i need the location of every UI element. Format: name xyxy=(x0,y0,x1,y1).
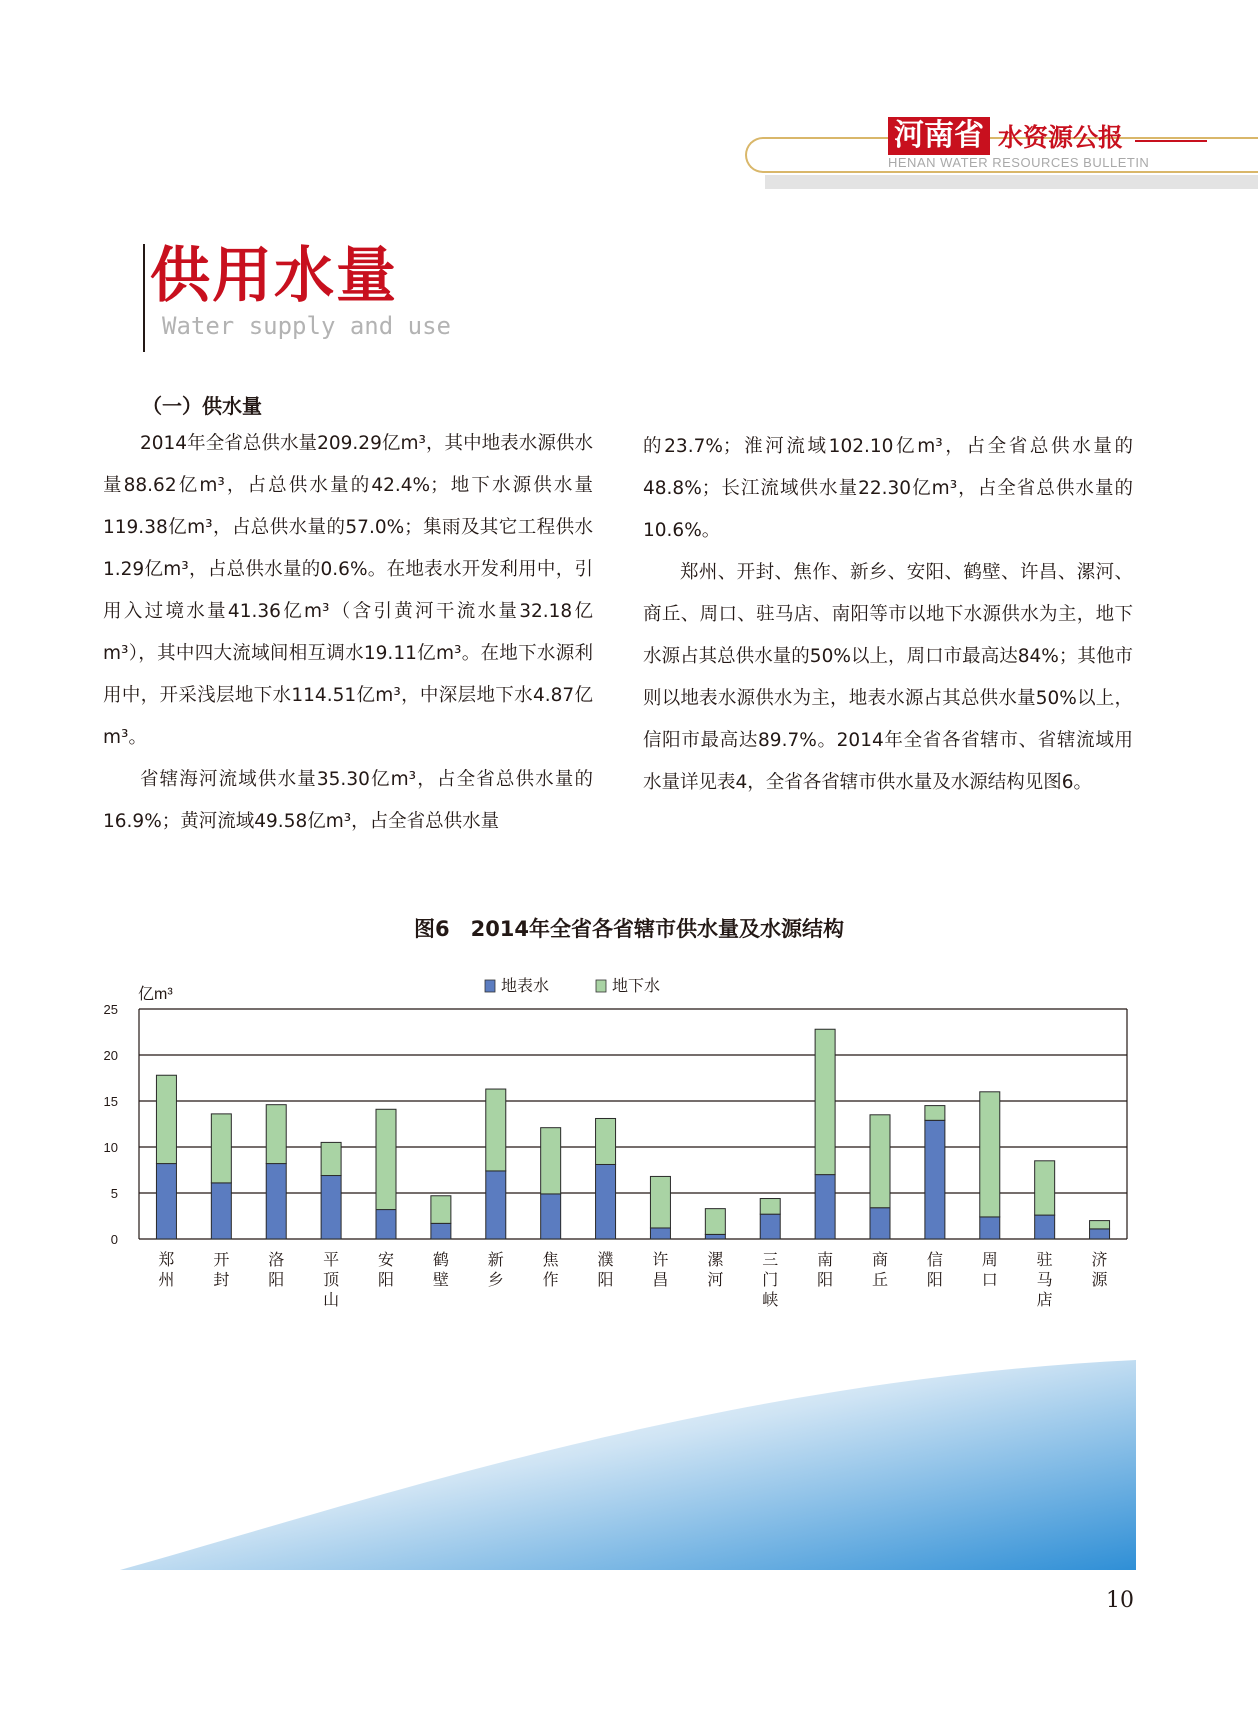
bar-segment xyxy=(1090,1221,1110,1229)
bar-segment xyxy=(321,1142,341,1175)
category-label: 丘 xyxy=(871,1272,889,1289)
header-shade xyxy=(765,175,1258,189)
bar-segment xyxy=(541,1194,561,1239)
category-label: 壁 xyxy=(432,1272,449,1289)
legend-label: 地下水 xyxy=(612,978,661,995)
category-label: 许 xyxy=(652,1252,669,1269)
category-label: 三 xyxy=(762,1252,779,1269)
category-label: 阳 xyxy=(377,1272,395,1289)
category-label: 济 xyxy=(1091,1252,1108,1269)
bar-segment xyxy=(705,1234,725,1239)
bar-segment xyxy=(431,1196,451,1224)
category-label: 驻 xyxy=(1036,1252,1053,1269)
category-label: 山 xyxy=(323,1292,340,1309)
bar-segment xyxy=(211,1114,231,1183)
bar-segment xyxy=(760,1199,780,1215)
category-label: 阳 xyxy=(817,1272,834,1289)
paragraph: 郑州、开封、焦作、新乡、安阳、鹤壁、许昌、漯河、商丘、周口、驻马店、南阳等市以地下水源供水为主，地下水源占其总供水量的50%以上，周口市最高达84%；其他市则以地表水源供水为主，地表水源占其总供水量50%以上，信阳市最高达89.7%。2014年全省各省辖市、省辖流域用水量详见表4，全省各省辖市供水量及水源结构见图6。 xyxy=(643,562,1133,793)
bar-segment xyxy=(266,1105,286,1164)
category-label: 门 xyxy=(762,1272,779,1289)
header-rule xyxy=(1135,140,1207,142)
bar-segment xyxy=(431,1223,451,1239)
category-label: 源 xyxy=(1091,1272,1108,1289)
category-label: 商 xyxy=(871,1252,889,1269)
category-label: 州 xyxy=(158,1272,175,1289)
category-label: 口 xyxy=(981,1272,998,1289)
section-bar xyxy=(143,244,145,352)
bar-segment xyxy=(925,1106,945,1121)
category-label: 漯 xyxy=(707,1252,724,1269)
bar-segment xyxy=(650,1176,670,1228)
category-label: 作 xyxy=(542,1272,559,1289)
section-subtitle: Water supply and use xyxy=(162,312,451,340)
bar-segment xyxy=(705,1209,725,1235)
category-label: 昌 xyxy=(652,1272,669,1289)
y-tick-label: 10 xyxy=(103,1140,118,1155)
category-label: 平 xyxy=(323,1252,340,1269)
bar-segment xyxy=(1035,1161,1055,1215)
bar-segment xyxy=(486,1171,506,1239)
legend-swatch xyxy=(596,980,606,992)
category-label: 店 xyxy=(1036,1292,1053,1309)
category-label: 周 xyxy=(981,1252,998,1269)
bar-segment xyxy=(156,1075,176,1163)
y-tick-label: 15 xyxy=(103,1094,118,1109)
bar-segment xyxy=(1090,1229,1110,1239)
y-axis-label: 亿m³ xyxy=(138,986,173,1003)
bar-segment xyxy=(1035,1215,1055,1239)
paragraph: 2014年全省总供水量209.29亿m³，其中地表水源供水量88.62亿m³，占总供水量的42.4%；地下水源供水量119.38亿m³，占总供水量的57.0%；集雨及其它工程供水1.29亿m³，占总供水量的0.6%。在地表水开发利用中，引用入过境水量41.36亿m³（含引黄河干流水量32.18亿m³），其中四大流域间相互调水19.11亿m³。在地下水源利用中，开采浅层地下水114.51亿m³，中深层地下水4.87亿m³。 xyxy=(103,433,593,748)
bar-segment xyxy=(156,1164,176,1239)
paragraph: 省辖海河流域供水量35.30亿m³，占全省总供水量的16.9%；黄河流域49.58亿m³，占全省总供水量 xyxy=(103,769,593,832)
category-label: 安 xyxy=(377,1252,395,1269)
bar-segment xyxy=(650,1228,670,1239)
bar-segment xyxy=(321,1176,341,1239)
category-label: 信 xyxy=(926,1252,943,1269)
bar-segment xyxy=(596,1118,616,1164)
category-label: 峡 xyxy=(762,1292,779,1309)
category-label: 郑 xyxy=(158,1252,175,1269)
supply-chart xyxy=(100,955,1140,1375)
paragraph: 的23.7%；淮河流域102.10亿m³，占全省总供水量的48.8%；长江流域供水量22.30亿m³，占全省总供水量的10.6%。 xyxy=(643,436,1133,541)
bar-segment xyxy=(870,1208,890,1239)
category-label: 顶 xyxy=(323,1272,340,1289)
bar-segment xyxy=(925,1120,945,1239)
bar-segment xyxy=(815,1175,835,1239)
bar-segment xyxy=(376,1109,396,1209)
legend-swatch xyxy=(485,980,495,992)
category-label: 开 xyxy=(213,1252,230,1269)
category-label: 鹤 xyxy=(432,1252,449,1269)
page-number: 10 xyxy=(1106,1588,1134,1613)
chart-title: 图6 2014年全省各省辖市供水量及水源结构 xyxy=(413,917,845,941)
y-tick-label: 25 xyxy=(103,1002,118,1017)
category-label: 封 xyxy=(213,1272,230,1289)
bulletin-title xyxy=(888,116,1123,156)
category-label: 马 xyxy=(1036,1272,1053,1289)
category-label: 乡 xyxy=(487,1272,504,1289)
category-label: 濮 xyxy=(597,1252,614,1269)
bar-segment xyxy=(486,1089,506,1171)
category-label: 阳 xyxy=(268,1272,285,1289)
legend-label: 地表水 xyxy=(501,978,550,995)
body-right-column xyxy=(643,426,1133,804)
bar-segment xyxy=(211,1183,231,1239)
bar-segment xyxy=(376,1210,396,1239)
bar-segment xyxy=(760,1214,780,1239)
bar-segment xyxy=(815,1029,835,1174)
category-label: 河 xyxy=(707,1272,724,1289)
category-label: 新 xyxy=(487,1252,504,1269)
y-tick-label: 0 xyxy=(110,1232,118,1247)
category-label: 南 xyxy=(817,1252,834,1269)
section-title: 供用水量 xyxy=(150,241,398,311)
bar-segment xyxy=(596,1164,616,1239)
body-left-column xyxy=(103,423,593,843)
bar-segment xyxy=(870,1115,890,1208)
bulletin-title-name: 水资源公报 xyxy=(998,123,1124,152)
subheading: （一）供水量 xyxy=(142,394,262,418)
y-tick-label: 5 xyxy=(110,1186,118,1201)
bar-segment xyxy=(266,1164,286,1239)
bar-segment xyxy=(980,1217,1000,1239)
bar-segment xyxy=(541,1128,561,1194)
y-tick-label: 20 xyxy=(103,1048,118,1063)
category-label: 焦 xyxy=(542,1252,559,1269)
bulletin-subtitle: HENAN WATER RESOURCES BULLETIN xyxy=(888,155,1150,170)
water-decoration xyxy=(120,1360,1136,1570)
category-label: 阳 xyxy=(926,1272,943,1289)
bulletin-title-province: 河南省 xyxy=(888,117,990,155)
category-label: 阳 xyxy=(597,1272,614,1289)
bar-segment xyxy=(980,1092,1000,1217)
category-label: 洛 xyxy=(268,1252,285,1269)
